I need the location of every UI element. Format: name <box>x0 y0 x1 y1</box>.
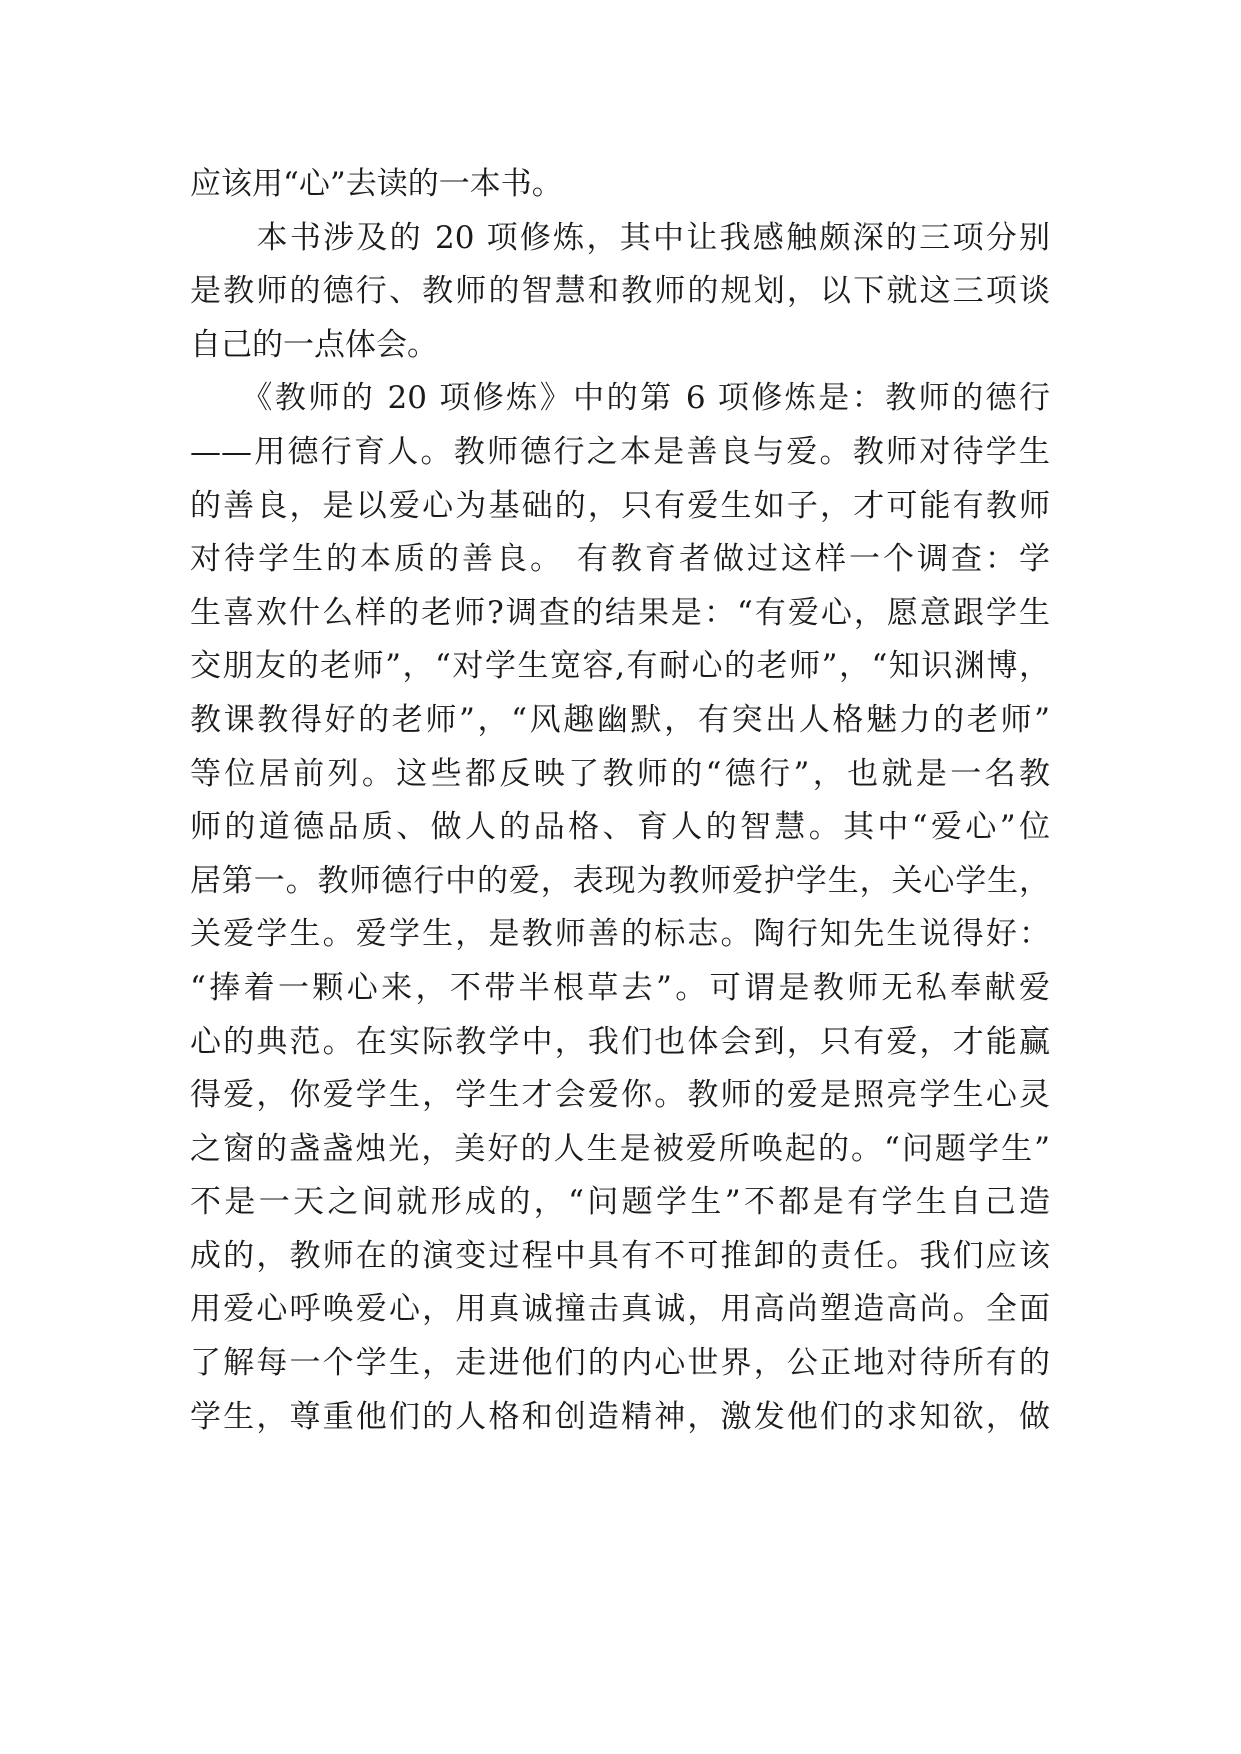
text-line: 之窗的盏盏烛光，美好的人生是被爱所唤起的。“问题学生” <box>190 1130 1050 1167</box>
text-line: “捧着一颗心来，不带半根草去”。可谓是教师无私奉献爱 <box>190 969 1050 1006</box>
text-line: 教课教得好的老师”，“风趣幽默，有突出人格魅力的老师” <box>190 701 1050 738</box>
document-body-text <box>190 158 1050 1444</box>
text-line: 交朋友的老师”，“对学生宽容,有耐心的老师”，“知识渊博， <box>190 648 1050 685</box>
text-line: 不是一天之间就形成的，“问题学生”不都是有学生自己造 <box>190 1184 1050 1221</box>
text-line: 对待学生的本质的善良。 有教育者做过这样一个调查：学 <box>190 541 1050 578</box>
text-line: 居第一。教师德行中的爱，表现为教师爱护学生，关心学生， <box>190 862 1050 899</box>
text-line: 了解每一个学生，走进他们的内心世界，公正地对待所有的 <box>190 1345 1050 1382</box>
text-line: 师的道德品质、做人的品格、育人的智慧。其中“爱心”位 <box>190 809 1050 846</box>
text-line: ——用德行育人。教师德行之本是善良与爱。教师对待学生 <box>190 433 1050 470</box>
text-line: 《教师的 20 项修炼》中的第 6 项修炼是：教师的德行 <box>190 380 1050 417</box>
text-line: 得爱，你爱学生，学生才会爱你。教师的爱是照亮学生心灵 <box>190 1077 1050 1114</box>
text-line: 学生，尊重他们的人格和创造精神，激发他们的求知欲，做 <box>190 1398 1050 1435</box>
text-line: 的善良，是以爱心为基础的，只有爱生如子，才可能有教师 <box>190 487 1050 524</box>
text-line: 本书涉及的 20 项修炼，其中让我感触颇深的三项分别 <box>190 219 1050 256</box>
text-line: 是教师的德行、教师的智慧和教师的规划，以下就这三项谈 <box>190 273 1050 310</box>
text-line: 生喜欢什么样的老师?调查的结果是：“有爱心，愿意跟学生 <box>190 594 1050 631</box>
text-line: 关爱学生。爱学生，是教师善的标志。陶行知先生说得好： <box>190 916 1050 953</box>
text-line: 心的典范。在实际教学中，我们也体会到，只有爱，才能赢 <box>190 1023 1050 1060</box>
text-line: 成的，教师在的演变过程中具有不可推卸的责任。我们应该 <box>190 1237 1050 1274</box>
text-line: 等位居前列。这些都反映了教师的“德行”，也就是一名教 <box>190 755 1050 792</box>
text-line: 用爱心呼唤爱心，用真诚撞击真诚，用高尚塑造高尚。全面 <box>190 1291 1050 1328</box>
text-line: 自己的一点体会。 <box>190 326 438 363</box>
text-line: 应该用“心”去读的一本书。 <box>190 166 563 202</box>
